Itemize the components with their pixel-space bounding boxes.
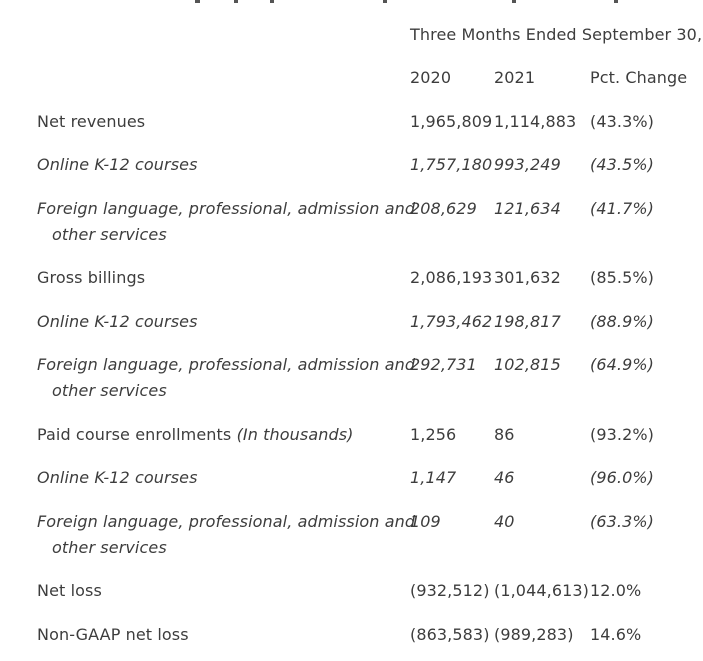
cell-pct-change: (43.5%) [590, 155, 655, 174]
row-label-gross-billings: Gross billings [37, 268, 146, 287]
column-header-2020: 2020 [410, 68, 452, 87]
column-header-pct-change: Pct. Change [590, 68, 688, 87]
cell-pct-change: 12.0% [590, 581, 642, 600]
cell-2020: 1,256 [410, 425, 457, 444]
cell-2020: 1,793,462 [410, 312, 493, 331]
cell-2021: 46 [494, 468, 515, 487]
row-label-online-k12: Online K-12 courses [37, 155, 198, 174]
cell-pct-change: (63.3%) [590, 512, 655, 531]
cell-2020: 1,965,809 [410, 112, 493, 131]
row-label-unit: (In thousands) [236, 425, 354, 444]
cell-2020: 2,086,193 [410, 268, 493, 287]
cell-pct-change: 14.6% [590, 625, 642, 644]
period-header: Three Months Ended September 30, [410, 25, 703, 44]
row-label-foreign-language-cont: other services [52, 381, 167, 400]
cell-2021: 301,632 [494, 268, 561, 287]
row-label-foreign-language: Foreign language, professional, admission and [37, 512, 416, 531]
cell-2020: (932,512) [410, 581, 490, 600]
cell-2021: 993,249 [494, 155, 561, 174]
row-label-net-revenues: Net revenues [37, 112, 146, 131]
row-label-online-k12: Online K-12 courses [37, 312, 198, 331]
cell-pct-change: (43.3%) [590, 112, 655, 131]
column-header-2021: 2021 [494, 68, 536, 87]
cell-pct-change: (85.5%) [590, 268, 655, 287]
row-label-foreign-language-cont: other services [52, 538, 167, 557]
cell-pct-change: (96.0%) [590, 468, 655, 487]
cell-2021: (1,044,613) [494, 581, 590, 600]
row-label-paid-course-enrollments [37, 425, 354, 445]
row-label-foreign-language: Foreign language, professional, admission and [37, 355, 416, 374]
row-label-online-k12: Online K-12 courses [37, 468, 198, 487]
cell-2021: 121,634 [494, 199, 561, 218]
cell-pct-change: (64.9%) [590, 355, 655, 374]
cell-2020: (863,583) [410, 625, 490, 644]
row-label-foreign-language: Foreign language, professional, admission and [37, 199, 416, 218]
cell-2021: (989,283) [494, 625, 574, 644]
row-label-net-loss: Net loss [37, 581, 102, 600]
clipped-text-top [0, 0, 703, 3]
row-label-text: Paid course enrollments [37, 425, 232, 444]
cell-2021: 1,114,883 [494, 112, 577, 131]
cell-2020: 1,147 [410, 468, 457, 487]
cell-pct-change: (41.7%) [590, 199, 655, 218]
cell-pct-change: (88.9%) [590, 312, 655, 331]
clipped-text-fragments [0, 0, 703, 3]
cell-pct-change: (93.2%) [590, 425, 655, 444]
cell-2020: 109 [410, 512, 441, 531]
cell-2021: 86 [494, 425, 515, 444]
cell-2021: 102,815 [494, 355, 561, 374]
cell-2021: 198,817 [494, 312, 561, 331]
cell-2020: 292,731 [410, 355, 477, 374]
row-label-foreign-language-cont: other services [52, 225, 167, 244]
cell-2020: 208,629 [410, 199, 477, 218]
row-label-non-gaap-net-loss: Non-GAAP net loss [37, 625, 189, 644]
cell-2021: 40 [494, 512, 515, 531]
cell-2020: 1,757,180 [410, 155, 493, 174]
